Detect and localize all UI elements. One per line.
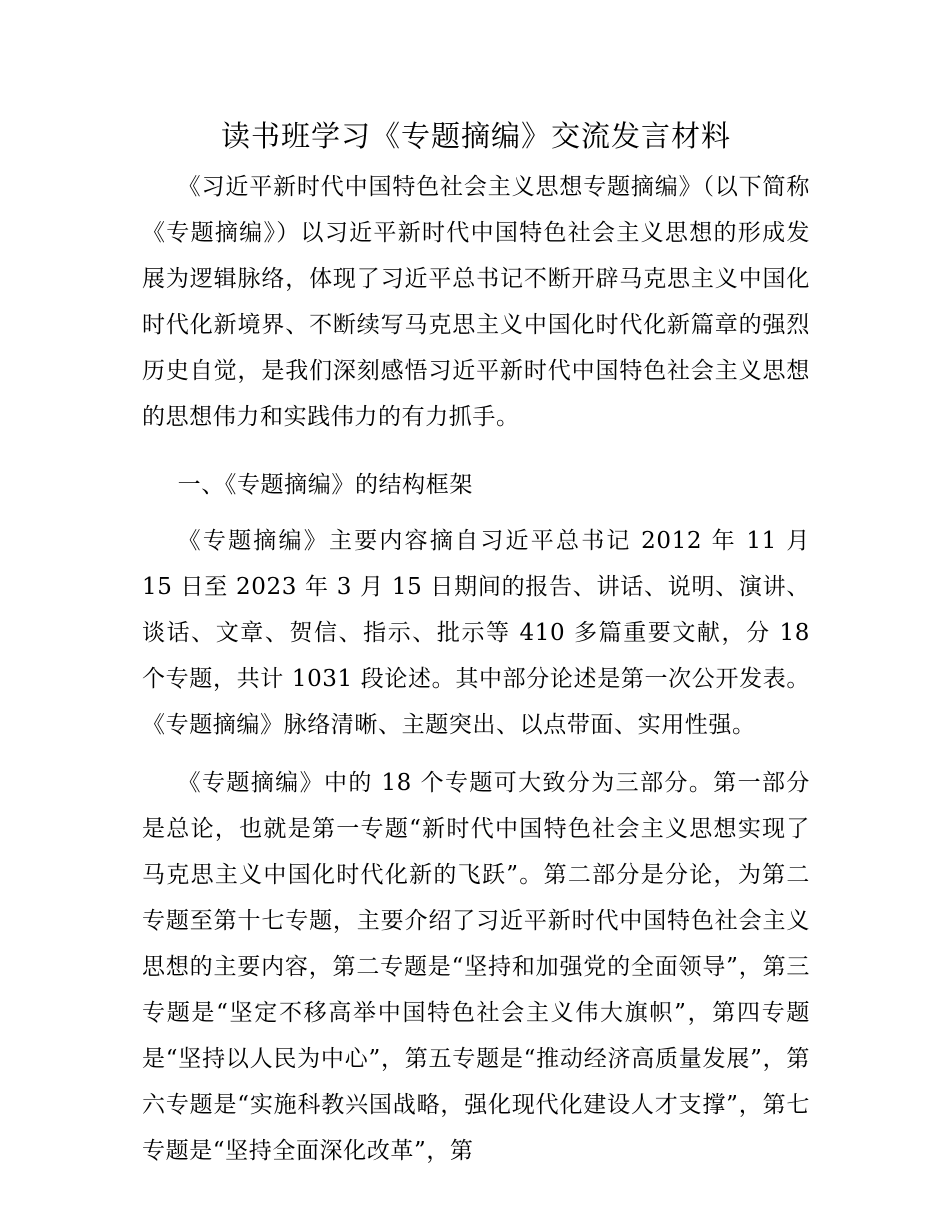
- section-heading: 一、《专题摘编》的结构框架: [177, 472, 473, 498]
- body-paragraph: 《专题摘编》中的 18 个专题可大致分为三部分。第一部分是总论，也就是第一专题“新时代中国特色社会主义思想实现了马克思主义中国化时代化新的飞跃”。第二部分是分论，为第二专题至第十七专题，主要介绍了习近平新时代中国特色社会主义思想的主要内容，第二专题是“坚持和加强党的全面领导”，第三专题是“坚定不移高举中国特色社会主义伟大旗帜”，第四专题是“坚持以人民为中心”，第五专题是“推动经济高质量发展”，第六专题是“实施科教兴国战略，强化现代化建设人才支撑”，第七专题是“坚持全面深化改革”，第: [142, 770, 810, 1164]
- intro-paragraph: 《习近平新时代中国特色社会主义思想专题摘编》（以下简称《专题摘编》）以习近平新时代中国特色社会主义思想的形成发展为逻辑脉络，体现了习近平总书记不断开辟马克思主义中国化时代化新境界、不断续写马克思主义中国化时代化新篇章的强烈历史自觉，是我们深刻感悟习近平新时代中国特色社会主义思想的思想伟力和实践伟力的有力抓手。: [142, 174, 810, 430]
- document-title: 读书班学习《专题摘编》交流发言材料: [220, 119, 731, 153]
- document-body: [142, 108, 810, 1174]
- body-paragraph: 《专题摘编》主要内容摘自习近平总书记 2012 年 11 月 15 日至 2023 年 3 月 15 日期间的报告、讲话、说明、演讲、谈话、文章、贺信、指示、批示等 410 多篇重要文献，分 18 个专题，共计 1031 段论述。其中部分论述是第一次公开发表。《专题摘编》脉络清晰、主题突出、以点带面、实用性强。: [142, 528, 810, 738]
